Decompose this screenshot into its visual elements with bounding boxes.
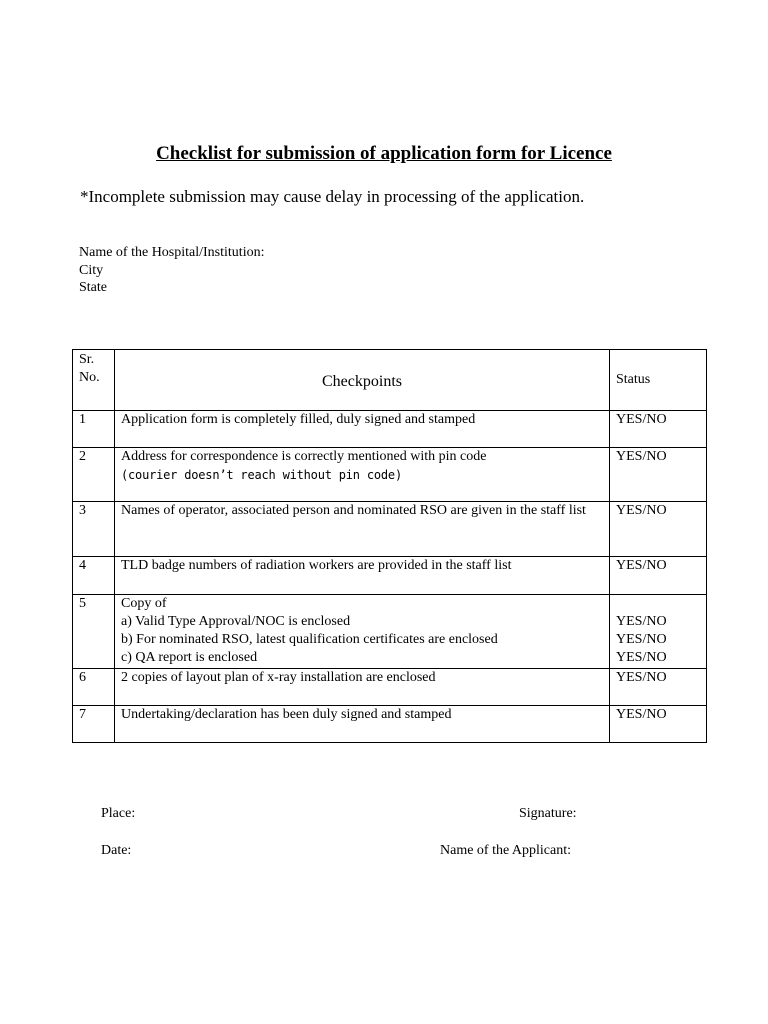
- table-row: [73, 557, 707, 595]
- row-checkpoint: Undertaking/declaration has been duly signed and stamped: [115, 706, 610, 743]
- row-subitem: a) Valid Type Approval/NOC is enclosed: [121, 614, 351, 629]
- row-checkpoint: TLD badge numbers of radiation workers are provided in the staff list: [115, 557, 610, 595]
- row-checkpoint: Application form is completely filled, duly signed and stamped: [115, 411, 610, 448]
- header-checkpoints: Checkpoints: [115, 350, 610, 411]
- row-checkpoint-text: Address for correspondence is correctly mentioned with pin code: [121, 449, 487, 464]
- header-sr-line1: Sr.: [79, 352, 95, 367]
- row-checkpoint: [115, 448, 610, 502]
- row-sr-no: 6: [73, 669, 115, 706]
- row-status: YES/NO: [610, 502, 707, 557]
- row-status: YES/NO: [610, 669, 707, 706]
- state-label: State: [79, 280, 107, 295]
- header-status: Status: [610, 350, 707, 411]
- row-checkpoint-text: Copy of: [121, 596, 167, 611]
- row-sr-no: 5: [73, 595, 115, 669]
- institution-info: [79, 244, 264, 297]
- row-status: YES/NO: [610, 706, 707, 743]
- document-title: Checklist for submission of application form for Licence: [156, 143, 612, 164]
- place-label: Place:: [101, 806, 136, 821]
- date-label: Date:: [101, 843, 132, 858]
- city-label: City: [79, 262, 104, 278]
- row-status: YES/NO: [610, 448, 707, 502]
- row-checkpoint: [115, 595, 610, 669]
- row-subitem-status: YES/NO: [616, 650, 667, 665]
- checklist-table: [72, 349, 707, 743]
- row-subitem: c) QA report is enclosed: [121, 650, 258, 665]
- row-checkpoint: Names of operator, associated person and nominated RSO are given in the staff list: [115, 502, 610, 557]
- row-sr-no: 4: [73, 557, 115, 595]
- row-sr-no: 2: [73, 448, 115, 502]
- row-status: YES/NO: [610, 557, 707, 595]
- table-row: [73, 411, 707, 448]
- table-row: [73, 448, 707, 502]
- signature-label: Signature:: [519, 806, 577, 821]
- row-sr-no: 7: [73, 706, 115, 743]
- applicant-name-label: Name of the Applicant:: [440, 843, 572, 858]
- row-status: YES/NO: [610, 411, 707, 448]
- row-subitem-status: YES/NO: [616, 632, 667, 647]
- row-subitem: b) For nominated RSO, latest qualification certificates are enclosed: [121, 632, 498, 647]
- table-row: [73, 669, 707, 706]
- row-status: [610, 595, 707, 669]
- row-sr-no: 1: [73, 411, 115, 448]
- row-sr-no: 3: [73, 502, 115, 557]
- table-row: [73, 502, 707, 557]
- row-checkpoint-subtext: (courier doesn’t reach without pin code): [121, 468, 402, 482]
- table-header-row: [73, 350, 707, 411]
- row-subitem-status: YES/NO: [616, 614, 667, 629]
- header-sr-line2: No.: [79, 370, 100, 385]
- header-sr-no: [73, 350, 115, 411]
- table-row: [73, 595, 707, 669]
- incomplete-submission-note: *Incomplete submission may cause delay in processing of the application.: [80, 187, 585, 206]
- table-row: [73, 706, 707, 743]
- hospital-label: Name of the Hospital/Institution:: [79, 245, 265, 260]
- row-checkpoint: 2 copies of layout plan of x-ray installation are enclosed: [115, 669, 610, 706]
